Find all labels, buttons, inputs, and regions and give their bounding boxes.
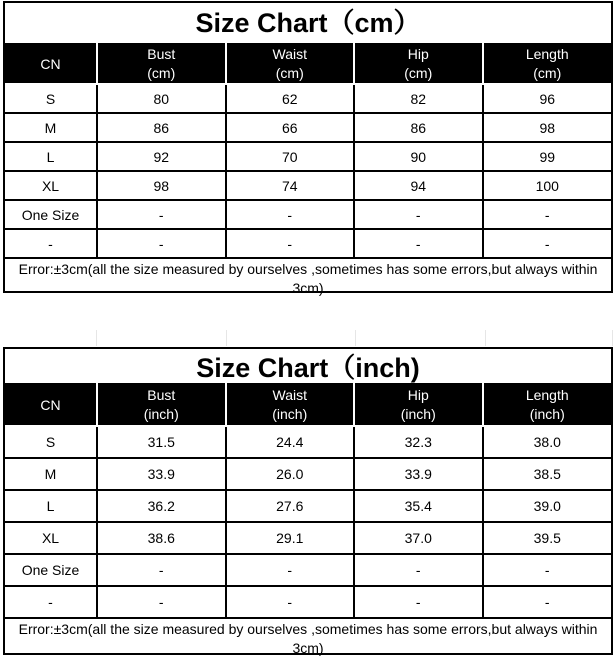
cell-hip: 35.4 [354, 490, 483, 522]
header-waist: Waist (inch) [226, 384, 355, 426]
cell-size: L [5, 490, 97, 522]
cell-length: 38.0 [483, 426, 612, 458]
cell-length: 38.5 [483, 458, 612, 490]
table-row [5, 554, 611, 586]
cell-length: - [483, 200, 612, 229]
cell-hip: 94 [354, 171, 483, 200]
table-row [5, 84, 611, 113]
cell-length: 99 [483, 142, 612, 171]
header-length: Length (inch) [483, 384, 612, 426]
header-length: Length (cm) [483, 44, 612, 84]
header-row [5, 44, 611, 84]
cell-waist: 29.1 [226, 522, 355, 554]
cell-size: S [5, 84, 97, 113]
table-row [5, 522, 611, 554]
cell-bust: 38.6 [97, 522, 226, 554]
header-hip: Hip (cm) [354, 44, 483, 84]
cell-hip: - [354, 200, 483, 229]
cell-length: 100 [483, 171, 612, 200]
cell-size: One Size [5, 200, 97, 229]
table-row [5, 586, 611, 618]
cell-bust: 36.2 [97, 490, 226, 522]
cell-hip: 86 [354, 113, 483, 142]
cell-bust: 33.9 [97, 458, 226, 490]
cell-waist: - [226, 229, 355, 258]
cell-length: - [483, 554, 612, 586]
table-row [5, 426, 611, 458]
cell-hip: 90 [354, 142, 483, 171]
cell-hip: 32.3 [354, 426, 483, 458]
cell-waist: 74 [226, 171, 355, 200]
cell-length: 39.0 [483, 490, 612, 522]
cell-length: - [483, 586, 612, 618]
cell-waist: 26.0 [226, 458, 355, 490]
header-waist: Waist (cm) [226, 44, 355, 84]
size-chart-cm [3, 1, 613, 296]
cell-bust: - [97, 554, 226, 586]
chart-title: Size Chart（inch) [196, 353, 420, 383]
cell-hip: - [354, 586, 483, 618]
cell-waist: - [226, 200, 355, 229]
size-chart-inch [3, 347, 613, 655]
cell-size: - [5, 229, 97, 258]
table-row [5, 200, 611, 229]
table-row [5, 113, 611, 142]
cell-bust: 80 [97, 84, 226, 113]
cell-waist: 62 [226, 84, 355, 113]
cell-waist: 24.4 [226, 426, 355, 458]
header-bust: Bust (inch) [97, 384, 226, 426]
cell-size: XL [5, 171, 97, 200]
cell-bust: 86 [97, 113, 226, 142]
table-row [5, 490, 611, 522]
cell-length: 39.5 [483, 522, 612, 554]
chart-title: Size Chart（cm） [195, 8, 421, 38]
cell-waist: - [226, 554, 355, 586]
cell-hip: 37.0 [354, 522, 483, 554]
header-hip: Hip (inch) [354, 384, 483, 426]
cell-hip: 82 [354, 84, 483, 113]
cell-hip: - [354, 229, 483, 258]
header-size: CN [5, 44, 97, 84]
cell-waist: 66 [226, 113, 355, 142]
cell-waist: 70 [226, 142, 355, 171]
cell-waist: - [226, 586, 355, 618]
table-row [5, 229, 611, 258]
cell-size: M [5, 458, 97, 490]
cell-size: XL [5, 522, 97, 554]
header-bust: Bust (cm) [97, 44, 226, 84]
cell-size: S [5, 426, 97, 458]
cell-bust: - [97, 229, 226, 258]
cell-bust: - [97, 586, 226, 618]
cell-length: - [483, 229, 612, 258]
cell-hip: - [354, 554, 483, 586]
table-row [5, 171, 611, 200]
measurement-error-note: Error:±3cm(all the size measured by ourselves ,sometimes has some errors,but always within 3cm) [18, 261, 598, 296]
measurement-error-note: Error:±3cm(all the size measured by ourselves ,sometimes has some errors,but always within 3cm) [18, 621, 598, 656]
cell-bust: 92 [97, 142, 226, 171]
cell-hip: 33.9 [354, 458, 483, 490]
size-table-inch [5, 383, 611, 619]
cell-waist: 27.6 [226, 490, 355, 522]
size-table-cm [5, 43, 611, 259]
cell-bust: 31.5 [97, 426, 226, 458]
cell-length: 98 [483, 113, 612, 142]
cell-size: M [5, 113, 97, 142]
cell-bust: 98 [97, 171, 226, 200]
cell-length: 96 [483, 84, 612, 113]
cell-size: - [5, 586, 97, 618]
table-row [5, 458, 611, 490]
header-row [5, 384, 611, 426]
header-size: CN [5, 384, 97, 426]
table-row [5, 142, 611, 171]
cell-bust: - [97, 200, 226, 229]
cell-size: One Size [5, 554, 97, 586]
faint-grid-lines [0, 330, 615, 346]
cell-size: L [5, 142, 97, 171]
